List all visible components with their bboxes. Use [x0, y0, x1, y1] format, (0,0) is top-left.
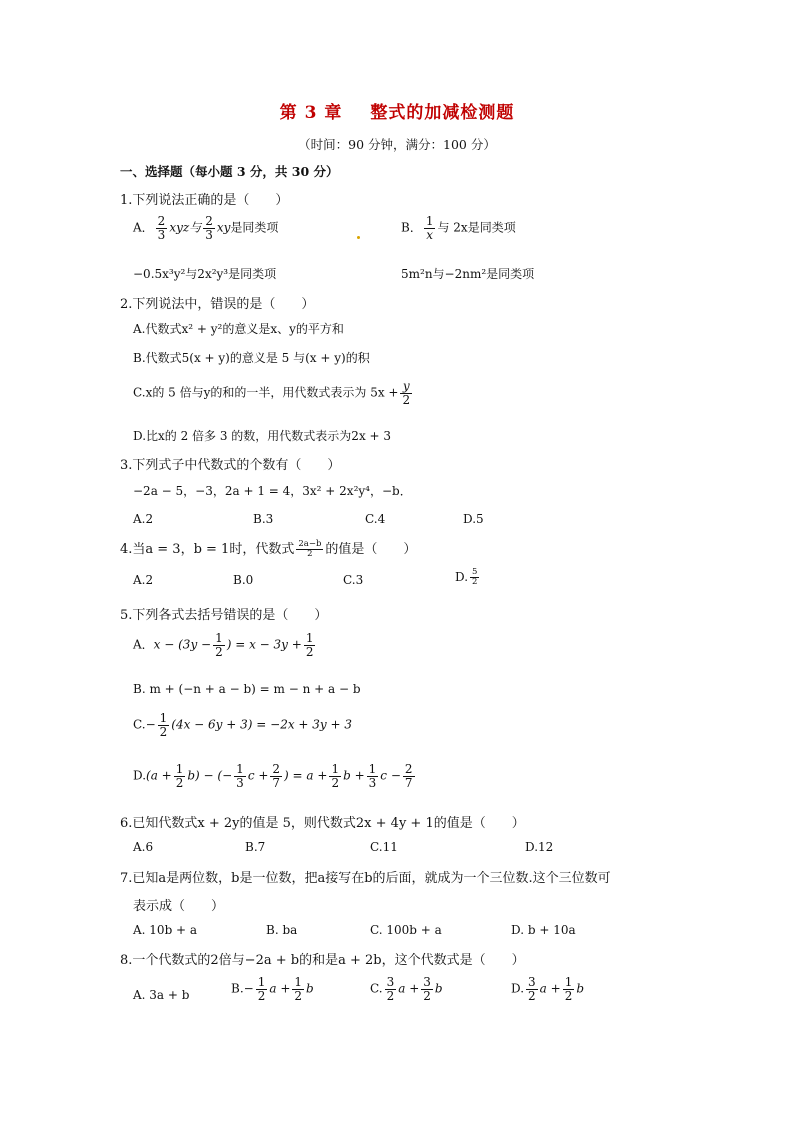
- q6-option-b: B.7: [245, 840, 266, 854]
- q5-option-d: D.(a + $\frac{1}{2}$ b) − (− $\frac{1}{3}$ c + $\frac{2}{7}$ ) = a + $\frac{1}{2}$ b + $\frac{1}{3}$ c − $\frac{2}{7}$: [133, 762, 413, 790]
- q4-option-d: D. $\frac{5}{2}$: [455, 567, 478, 587]
- q2-option-b: B.代数式5(x + y)的意义是 5 与(x + y)的积: [133, 351, 370, 365]
- q4-option-c: C.3: [343, 573, 364, 587]
- q3-option-a: A.2: [133, 512, 154, 526]
- q2-stem: 2.下列说法中，错误的是（ ）: [120, 297, 315, 312]
- q7-option-d: D. b + 10a: [511, 923, 576, 937]
- q7-stem-cont: 表示成（ ）: [133, 899, 225, 914]
- q3-option-b: B.3: [253, 512, 274, 526]
- q5-option-b: B. m + (−n + a − b) = m − n + a − b: [133, 682, 361, 696]
- q8-option-b: B.− $\frac{1}{2}$ a + $\frac{1}{2}$ b: [231, 975, 314, 1003]
- q8-option-c: C. $\frac{3}{2}$ a + $\frac{3}{2}$ b: [370, 975, 443, 1003]
- q3-expression: −2a − 5，−3，2a + 1 = 4，3x² + 2x²y⁴，−b．: [133, 484, 412, 498]
- q1-option-c: −0.5x³y²与2x²y³是同类项: [133, 267, 277, 281]
- q5-option-c: C.− $\frac{1}{2}$ (4x − 6y + 3) = −2x + 3y + 3: [133, 711, 353, 739]
- q3-option-c: C.4: [365, 512, 386, 526]
- q7-option-b: B. ba: [266, 923, 298, 937]
- q3-option-d: D.5: [463, 512, 484, 526]
- q1-option-d: 5m²n与−2nm²是同类项: [401, 267, 535, 281]
- q1-stem: 1.下列说法正确的是（ ）: [120, 193, 289, 208]
- title-text: 整式的加减检测题: [370, 103, 515, 123]
- section-heading: 一、选择题（每小题 3 分，共 30 分）: [120, 164, 339, 179]
- chapter-label: 第 3 章: [279, 103, 343, 123]
- q6-stem: 6.已知代数式x + 2y的值是 5，则代数式2x + 4y + 1的值是（ ）: [120, 816, 525, 831]
- subtitle: （时间：90 分钟，满分：100 分）: [298, 137, 496, 152]
- stray-dot: [357, 236, 360, 239]
- q2-option-a: A.代数式x² + y²的意义是x、y的平方和: [133, 322, 344, 336]
- q7-option-a: A. 10b + a: [133, 923, 198, 937]
- q8-stem: 8.一个代数式的2倍与−2a + b的和是a + 2b，这个代数式是（ ）: [120, 953, 525, 968]
- q5-stem: 5.下列各式去括号错误的是（ ）: [120, 608, 328, 623]
- q2-option-d: D.比x的 2 倍多 3 的数，用代数式表示为2x + 3: [133, 429, 392, 443]
- q4-option-a: A.2: [133, 573, 154, 587]
- q4-stem: 4.当a = 3，b = 1时，代数式 $\frac{2a-b}{2}$ 的值是（ ）: [120, 539, 417, 559]
- q8-option-a: A. 3a + b: [133, 988, 190, 1002]
- q2-option-c: C.x的 5 倍与y的和的一半，用代数式表示为 5x + $\frac{y}{2}$: [133, 379, 411, 407]
- q7-option-c: C. 100b + a: [370, 923, 442, 937]
- q8-option-d: D. $\frac{3}{2}$ a + $\frac{1}{2}$ b: [511, 975, 585, 1003]
- q1-option-b: B． $\frac{1}{x}$ 与 2x是同类项: [401, 214, 516, 242]
- q6-option-d: D.12: [525, 840, 554, 854]
- q3-stem: 3.下列式子中代数式的个数有（ ）: [120, 458, 341, 473]
- q1-option-a: A． $\frac{2}{3}$ xyz与 $\frac{2}{3}$ xy是同类项: [133, 214, 279, 242]
- q4-option-b: B.0: [233, 573, 254, 587]
- page-title: [0, 98, 794, 123]
- q6-option-a: A.6: [133, 840, 154, 854]
- q5-option-a: A．x − (3y − $\frac{1}{2}$ ) = x − 3y + $\frac{1}{2}$: [133, 631, 314, 659]
- q6-option-c: C.11: [370, 840, 398, 854]
- q7-stem: 7.已知a是两位数，b是一位数，把a接写在b的后面，就成为一个三位数.这个三位数可: [120, 871, 611, 886]
